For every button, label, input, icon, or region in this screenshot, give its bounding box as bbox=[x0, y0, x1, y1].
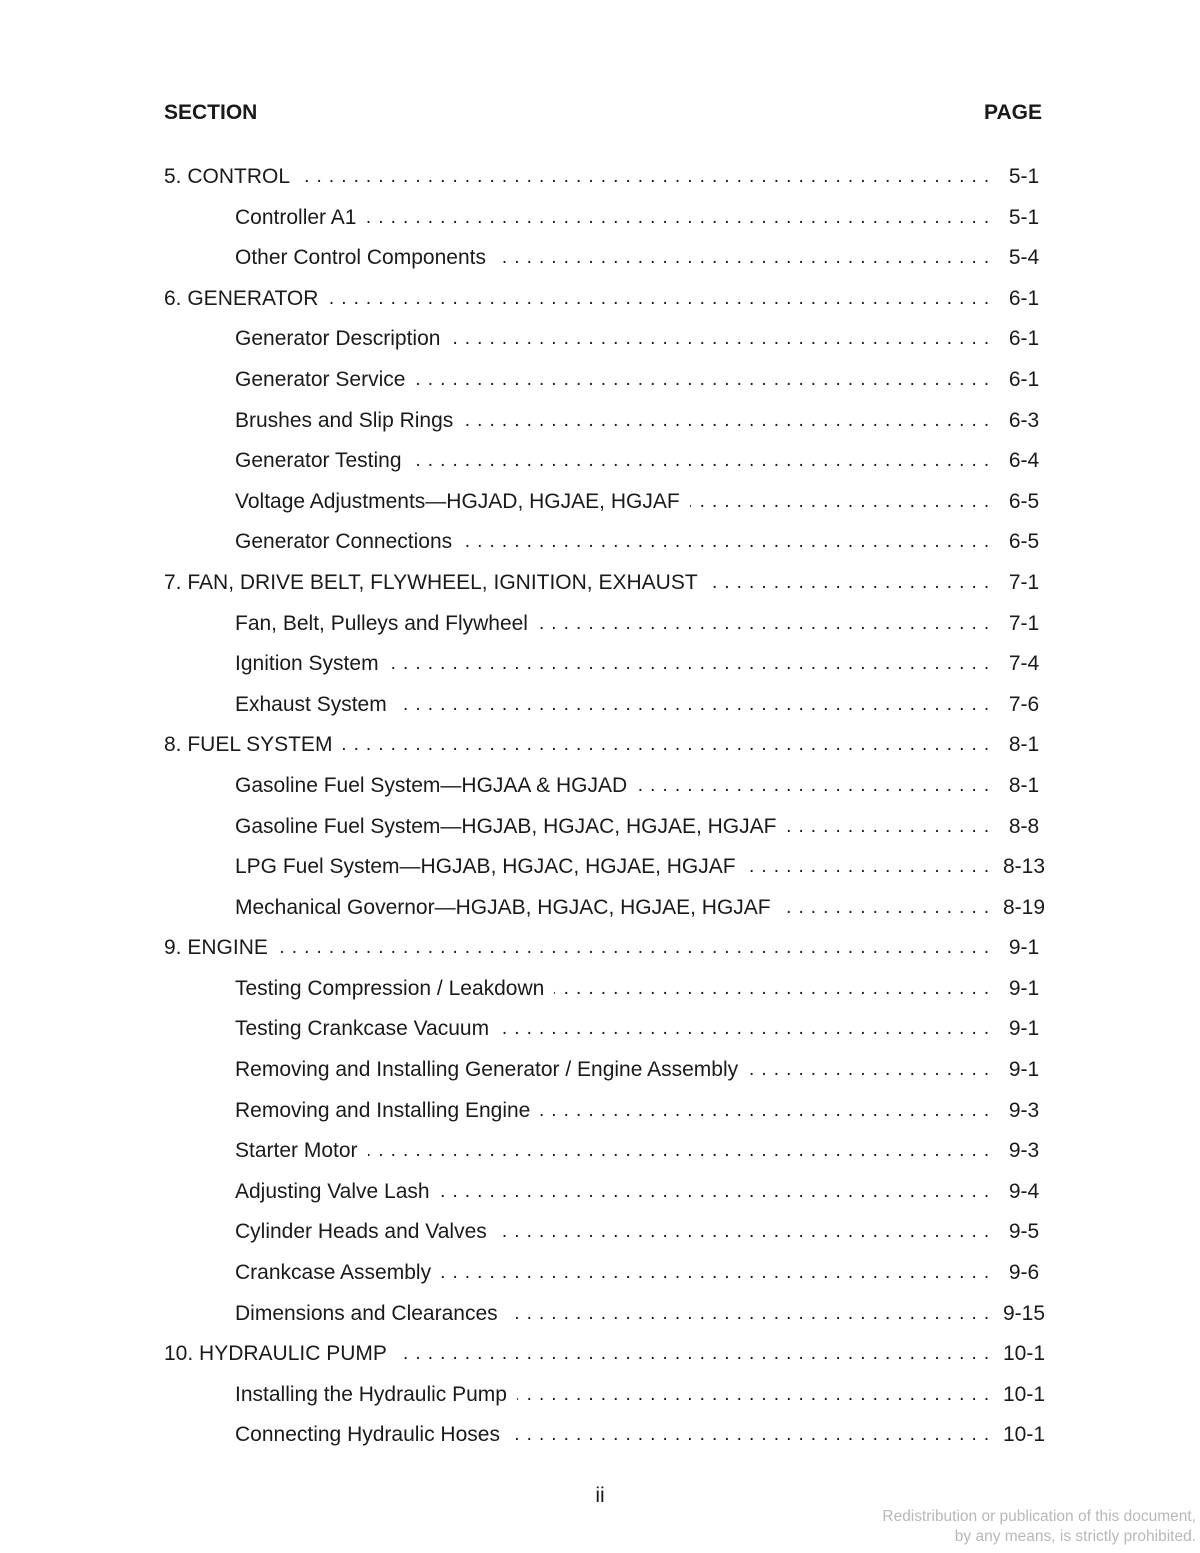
toc-entry-title bbox=[235, 1009, 990, 1050]
toc-entry-title bbox=[235, 604, 990, 645]
toc-entry-title bbox=[235, 1253, 990, 1294]
toc-subentry bbox=[0, 1131, 1200, 1172]
toc-entry-page: 9-1 bbox=[1008, 936, 1040, 960]
toc-entry-page: 8-8 bbox=[1008, 814, 1040, 838]
toc-entry-title bbox=[235, 360, 990, 401]
toc-entry-title-text: Testing Crankcase Vacuum bbox=[235, 1017, 499, 1040]
redistribution-notice bbox=[882, 1507, 1196, 1547]
toc-subentry bbox=[0, 401, 1200, 442]
toc-entry-title bbox=[235, 1375, 990, 1416]
toc-entry-page: 8-1 bbox=[1008, 733, 1040, 757]
toc-entry-title-text: Ignition System bbox=[235, 652, 389, 675]
toc-subentry bbox=[0, 685, 1200, 726]
toc-entry-title-text: Generator Description bbox=[235, 327, 450, 350]
notice-line-2: by any means, is strictly prohibited. bbox=[954, 1528, 1196, 1545]
toc-subentry bbox=[0, 1212, 1200, 1253]
toc-subentry bbox=[0, 238, 1200, 279]
toc-subentry bbox=[0, 441, 1200, 482]
toc-entry-title-text: Connecting Hydraulic Hoses bbox=[235, 1423, 510, 1446]
toc-entry-title bbox=[164, 1334, 990, 1375]
toc-entry-title-text: Crankcase Assembly bbox=[235, 1261, 441, 1284]
toc-entry-page: 6-5 bbox=[1008, 530, 1040, 554]
toc-subentry bbox=[0, 1375, 1200, 1416]
toc-entry-page: 9-1 bbox=[1008, 976, 1040, 1000]
toc-entry-title bbox=[164, 563, 990, 604]
toc-subentry bbox=[0, 522, 1200, 563]
toc-entry-title bbox=[164, 725, 990, 766]
toc-entry-title-text: Gasoline Fuel System—HGJAB, HGJAC, HGJAE, HGJAF bbox=[235, 815, 786, 838]
toc-subentry bbox=[0, 969, 1200, 1010]
toc-subentry bbox=[0, 644, 1200, 685]
toc-entry-page: 6-3 bbox=[1008, 408, 1040, 432]
table-of-contents bbox=[0, 157, 1200, 1456]
notice-line-1: Redistribution or publication of this document, bbox=[882, 1508, 1196, 1525]
toc-subentry bbox=[0, 360, 1200, 401]
toc-entry-title-text: Generator Service bbox=[235, 368, 415, 391]
toc-entry-page: 9-4 bbox=[1008, 1179, 1040, 1203]
toc-entry-page: 5-4 bbox=[1008, 246, 1040, 270]
toc-entry-title bbox=[235, 401, 990, 442]
toc-section-entry bbox=[0, 279, 1200, 320]
toc-entry-title bbox=[235, 1172, 990, 1213]
toc-entry-page: 9-1 bbox=[1008, 1017, 1040, 1041]
toc-entry-title-text: 9. ENGINE bbox=[164, 936, 278, 959]
toc-entry-page: 7-4 bbox=[1008, 652, 1040, 676]
toc-entry-title-text: Adjusting Valve Lash bbox=[235, 1180, 440, 1203]
toc-entry-title-text: Generator Testing bbox=[235, 449, 412, 472]
toc-entry-title bbox=[235, 888, 990, 929]
toc-entry-title bbox=[235, 1294, 990, 1335]
toc-entry-page: 10-1 bbox=[1002, 1382, 1046, 1406]
toc-entry-title bbox=[235, 685, 990, 726]
toc-entry-title-text: Exhaust System bbox=[235, 693, 397, 716]
toc-subentry bbox=[0, 1091, 1200, 1132]
toc-entry-title bbox=[235, 847, 990, 888]
toc-subentry bbox=[0, 198, 1200, 239]
toc-entry-page: 9-6 bbox=[1008, 1261, 1040, 1285]
toc-subentry bbox=[0, 1009, 1200, 1050]
toc-entry-page: 6-1 bbox=[1008, 367, 1040, 391]
toc-entry-title bbox=[235, 1212, 990, 1253]
toc-entry-page: 10-1 bbox=[1002, 1423, 1046, 1447]
toc-entry-title-text: Gasoline Fuel System—HGJAA & HGJAD bbox=[235, 774, 637, 797]
toc-entry-title bbox=[235, 238, 990, 279]
toc-entry-title bbox=[164, 279, 990, 320]
toc-entry-page: 9-3 bbox=[1008, 1098, 1040, 1122]
toc-subentry bbox=[0, 847, 1200, 888]
toc-subentry bbox=[0, 1172, 1200, 1213]
toc-entry-title bbox=[235, 1131, 990, 1172]
toc-entry-page: 8-19 bbox=[1002, 895, 1046, 919]
toc-header bbox=[164, 101, 1042, 129]
toc-entry-page: 6-1 bbox=[1008, 286, 1040, 310]
toc-subentry bbox=[0, 807, 1200, 848]
toc-entry-page: 10-1 bbox=[1002, 1342, 1046, 1366]
toc-entry-title-text: Controller A1 bbox=[235, 206, 366, 229]
page-number: ii bbox=[595, 1484, 605, 1507]
toc-entry-title-text: Mechanical Governor—HGJAB, HGJAC, HGJAE, HGJAF bbox=[235, 896, 781, 919]
toc-entry-title bbox=[235, 1415, 990, 1456]
toc-entry-title-text: 5. CONTROL bbox=[164, 165, 300, 188]
toc-subentry bbox=[0, 888, 1200, 929]
toc-entry-title-text: Other Control Components bbox=[235, 246, 496, 269]
toc-entry-title-text: Dimensions and Clearances bbox=[235, 1302, 508, 1325]
toc-entry-page: 9-15 bbox=[1002, 1301, 1046, 1325]
toc-entry-title bbox=[235, 766, 990, 807]
toc-subentry bbox=[0, 319, 1200, 360]
section-column-heading: SECTION bbox=[164, 101, 258, 124]
toc-section-entry bbox=[0, 725, 1200, 766]
toc-section-entry bbox=[0, 157, 1200, 198]
toc-entry-title bbox=[235, 644, 990, 685]
toc-entry-title bbox=[164, 157, 990, 198]
toc-entry-page: 7-1 bbox=[1008, 611, 1040, 635]
toc-entry-title-text: Voltage Adjustments—HGJAD, HGJAE, HGJAF bbox=[235, 490, 690, 513]
toc-entry-page: 9-5 bbox=[1008, 1220, 1040, 1244]
toc-subentry bbox=[0, 604, 1200, 645]
toc-entry-title-text: Installing the Hydraulic Pump bbox=[235, 1383, 517, 1406]
toc-section-entry bbox=[0, 563, 1200, 604]
toc-entry-title bbox=[235, 1091, 990, 1132]
toc-entry-title bbox=[235, 1050, 990, 1091]
toc-subentry bbox=[0, 766, 1200, 807]
toc-entry-page: 9-1 bbox=[1008, 1058, 1040, 1082]
toc-entry-page: 9-3 bbox=[1008, 1139, 1040, 1163]
toc-entry-title-text: Fan, Belt, Pulleys and Flywheel bbox=[235, 612, 538, 635]
toc-entry-title-text: Testing Compression / Leakdown bbox=[235, 977, 554, 1000]
toc-entry-page: 6-5 bbox=[1008, 489, 1040, 513]
toc-entry-title-text: 7. FAN, DRIVE BELT, FLYWHEEL, IGNITION, EXHAUST bbox=[164, 571, 708, 594]
toc-entry-title-text: Cylinder Heads and Valves bbox=[235, 1220, 497, 1243]
toc-entry-title-text: 8. FUEL SYSTEM bbox=[164, 733, 342, 756]
toc-entry-title-text: Starter Motor bbox=[235, 1139, 368, 1162]
toc-subentry bbox=[0, 1050, 1200, 1091]
toc-subentry bbox=[0, 1415, 1200, 1456]
toc-entry-page: 5-1 bbox=[1008, 205, 1040, 229]
toc-entry-title bbox=[235, 319, 990, 360]
toc-entry-title-text: Removing and Installing Engine bbox=[235, 1099, 540, 1122]
toc-entry-title-text: Generator Connections bbox=[235, 530, 462, 553]
toc-entry-page: 7-6 bbox=[1008, 692, 1040, 716]
page-column-heading: PAGE bbox=[984, 101, 1042, 124]
toc-entry-title-text: LPG Fuel System—HGJAB, HGJAC, HGJAE, HGJAF bbox=[235, 855, 746, 878]
toc-entry-title bbox=[164, 928, 990, 969]
toc-entry-title-text: Removing and Installing Generator / Engine Assembly bbox=[235, 1058, 748, 1081]
toc-subentry bbox=[0, 482, 1200, 523]
toc-entry-title-text: 6. GENERATOR bbox=[164, 287, 328, 310]
toc-entry-title bbox=[235, 441, 990, 482]
toc-entry-page: 6-1 bbox=[1008, 327, 1040, 351]
toc-entry-page: 5-1 bbox=[1008, 165, 1040, 188]
toc-entry-title bbox=[235, 482, 990, 523]
toc-entry-page: 8-1 bbox=[1008, 773, 1040, 797]
toc-subentry bbox=[0, 1294, 1200, 1335]
toc-entry-title bbox=[235, 969, 990, 1010]
toc-entry-title-text: 10. HYDRAULIC PUMP bbox=[164, 1342, 397, 1365]
toc-entry-page: 8-13 bbox=[1002, 855, 1046, 879]
toc-entry-title bbox=[235, 522, 990, 563]
toc-entry-page: 6-4 bbox=[1008, 449, 1040, 473]
toc-entry-page: 7-1 bbox=[1008, 570, 1040, 594]
toc-subentry bbox=[0, 1253, 1200, 1294]
toc-entry-title-text: Brushes and Slip Rings bbox=[235, 409, 463, 432]
toc-section-entry bbox=[0, 928, 1200, 969]
toc-section-entry bbox=[0, 1334, 1200, 1375]
toc-entry-title bbox=[235, 807, 990, 848]
toc-entry-title bbox=[235, 198, 990, 239]
